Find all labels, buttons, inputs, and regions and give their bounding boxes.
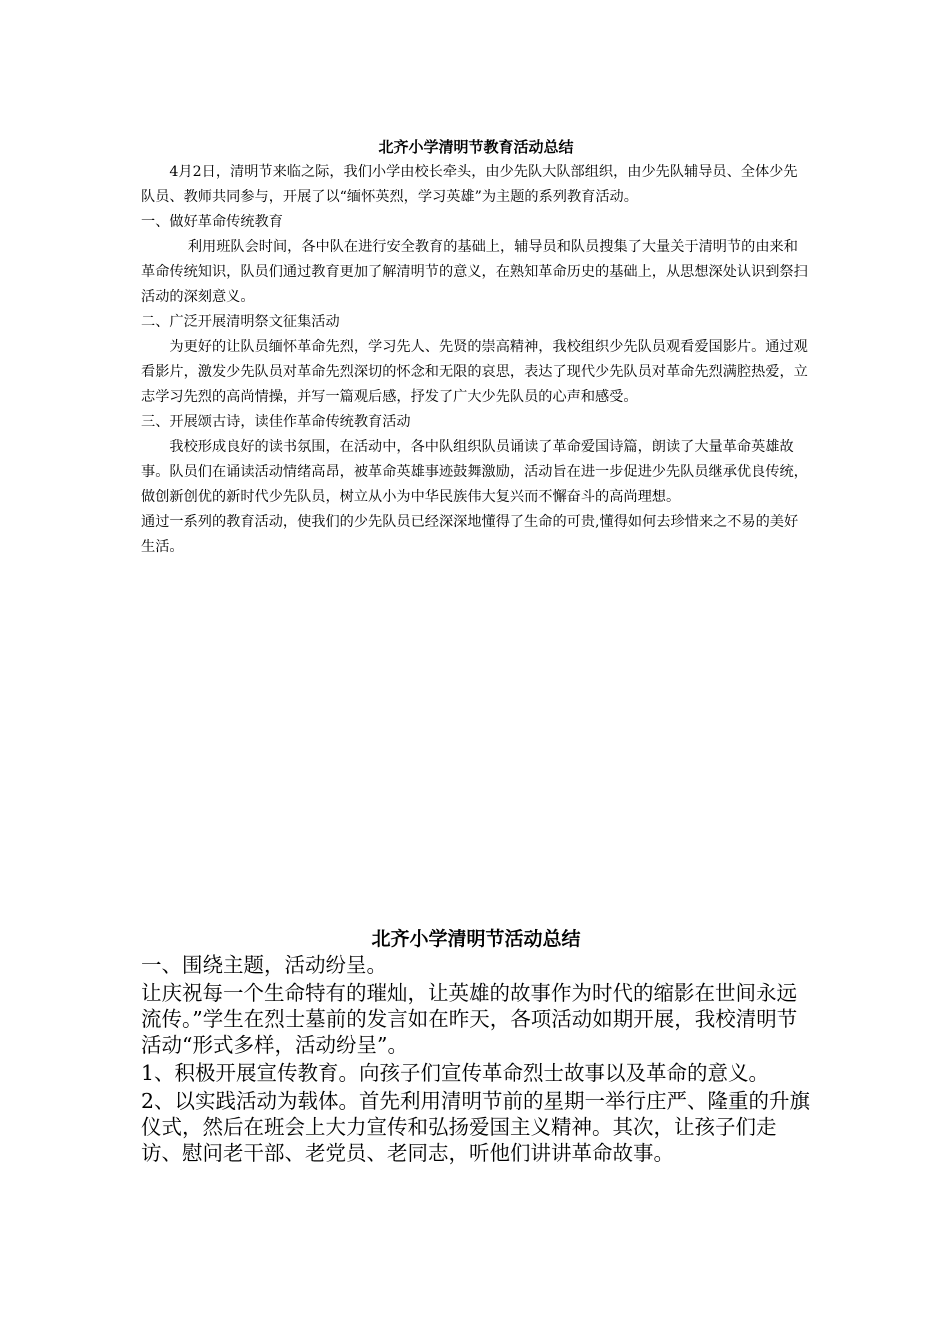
doc1-paragraph-2: 为更好的让队员缅怀革命先烈，学习先人、先贤的崇高精神，我校组织少先队员观看爱国影片。通过观看影片，激发少先队员对革命先烈深切的怀念和无限的哀思，表达了现代少先队员对革命先烈满腔热爱，立志学习先烈的高尚情操，并写一篇观后感，抒发了广大少先队员的心声和感受。 <box>141 339 808 405</box>
doc1-heading-3: 三、开展颂古诗，读佳作革命传统教育活动 <box>141 414 411 430</box>
doc2-heading-1: 一、围绕主题，活动纷呈。 <box>141 953 387 977</box>
doc1-intro-paragraph: 4月2日，清明节来临之际，我们小学由校长牵头，由少先队大队部组织，由少先队辅导员、全体少先队员、教师共同参与，开展了以“缅怀英烈，学习英雄”为主题的系列教育活动。 <box>141 164 798 205</box>
doc1-title: 北齐小学清明节教育活动总结 <box>378 138 574 156</box>
doc2-item-2: 2、以实践活动为载体。首先利用清明节前的星期一举行庄严、隆重的升旗仪式，然后在班会上大力宣传和弘扬爱国主义精神。其次，让孩子们走访、慰问老干部、老党员、老同志，听他们讲讲革命故事。 <box>141 1089 811 1165</box>
doc2-paragraph-1: 让庆祝每一个生命特有的璀灿，让英雄的故事作为时代的缩影在世间永远流传。”学生在烈士墓前的发言如在昨天，各项活动如期开展，我校清明节活动“形式多样，活动纷呈”。 <box>141 981 798 1057</box>
summary-section-1 <box>141 136 811 560</box>
doc1-heading-2: 二、广泛开展清明祭文征集活动 <box>141 314 340 330</box>
doc1-heading-1: 一、做好革命传统教育 <box>141 214 283 230</box>
doc1-conclusion: 通过一系列的教育活动，使我们的少先队员已经深深地懂得了生命的可贵,懂得如何去珍惜来之不易的美好生活。 <box>141 514 799 555</box>
doc1-paragraph-1: 利用班队会时间，各中队在进行安全教育的基础上，辅导员和队员搜集了大量关于清明节的由来和革命传统知识，队员们通过教育更加了解清明节的意义，在熟知革命历史的基础上，从思想深处认识到祭扫活动的深刻意义。 <box>141 239 808 305</box>
summary-section-2 <box>141 926 811 1168</box>
doc2-title: 北齐小学清明节活动总结 <box>371 928 581 950</box>
doc2-item-1: 1、积极开展宣传教育。向孩子们宣传革命烈士故事以及革命的意义。 <box>141 1061 770 1085</box>
doc1-paragraph-3: 我校形成良好的读书氛围，在活动中，各中队组织队员诵读了革命爱国诗篇，朗读了大量革命英雄故事。队员们在诵读活动情绪高昂，被革命英雄事迹鼓舞激励，活动旨在进一步促进少先队员继承优良传统，做创新创优的新时代少先队员，树立从小为中华民族伟大复兴而不懈奋斗的高尚理想。 <box>141 439 808 505</box>
